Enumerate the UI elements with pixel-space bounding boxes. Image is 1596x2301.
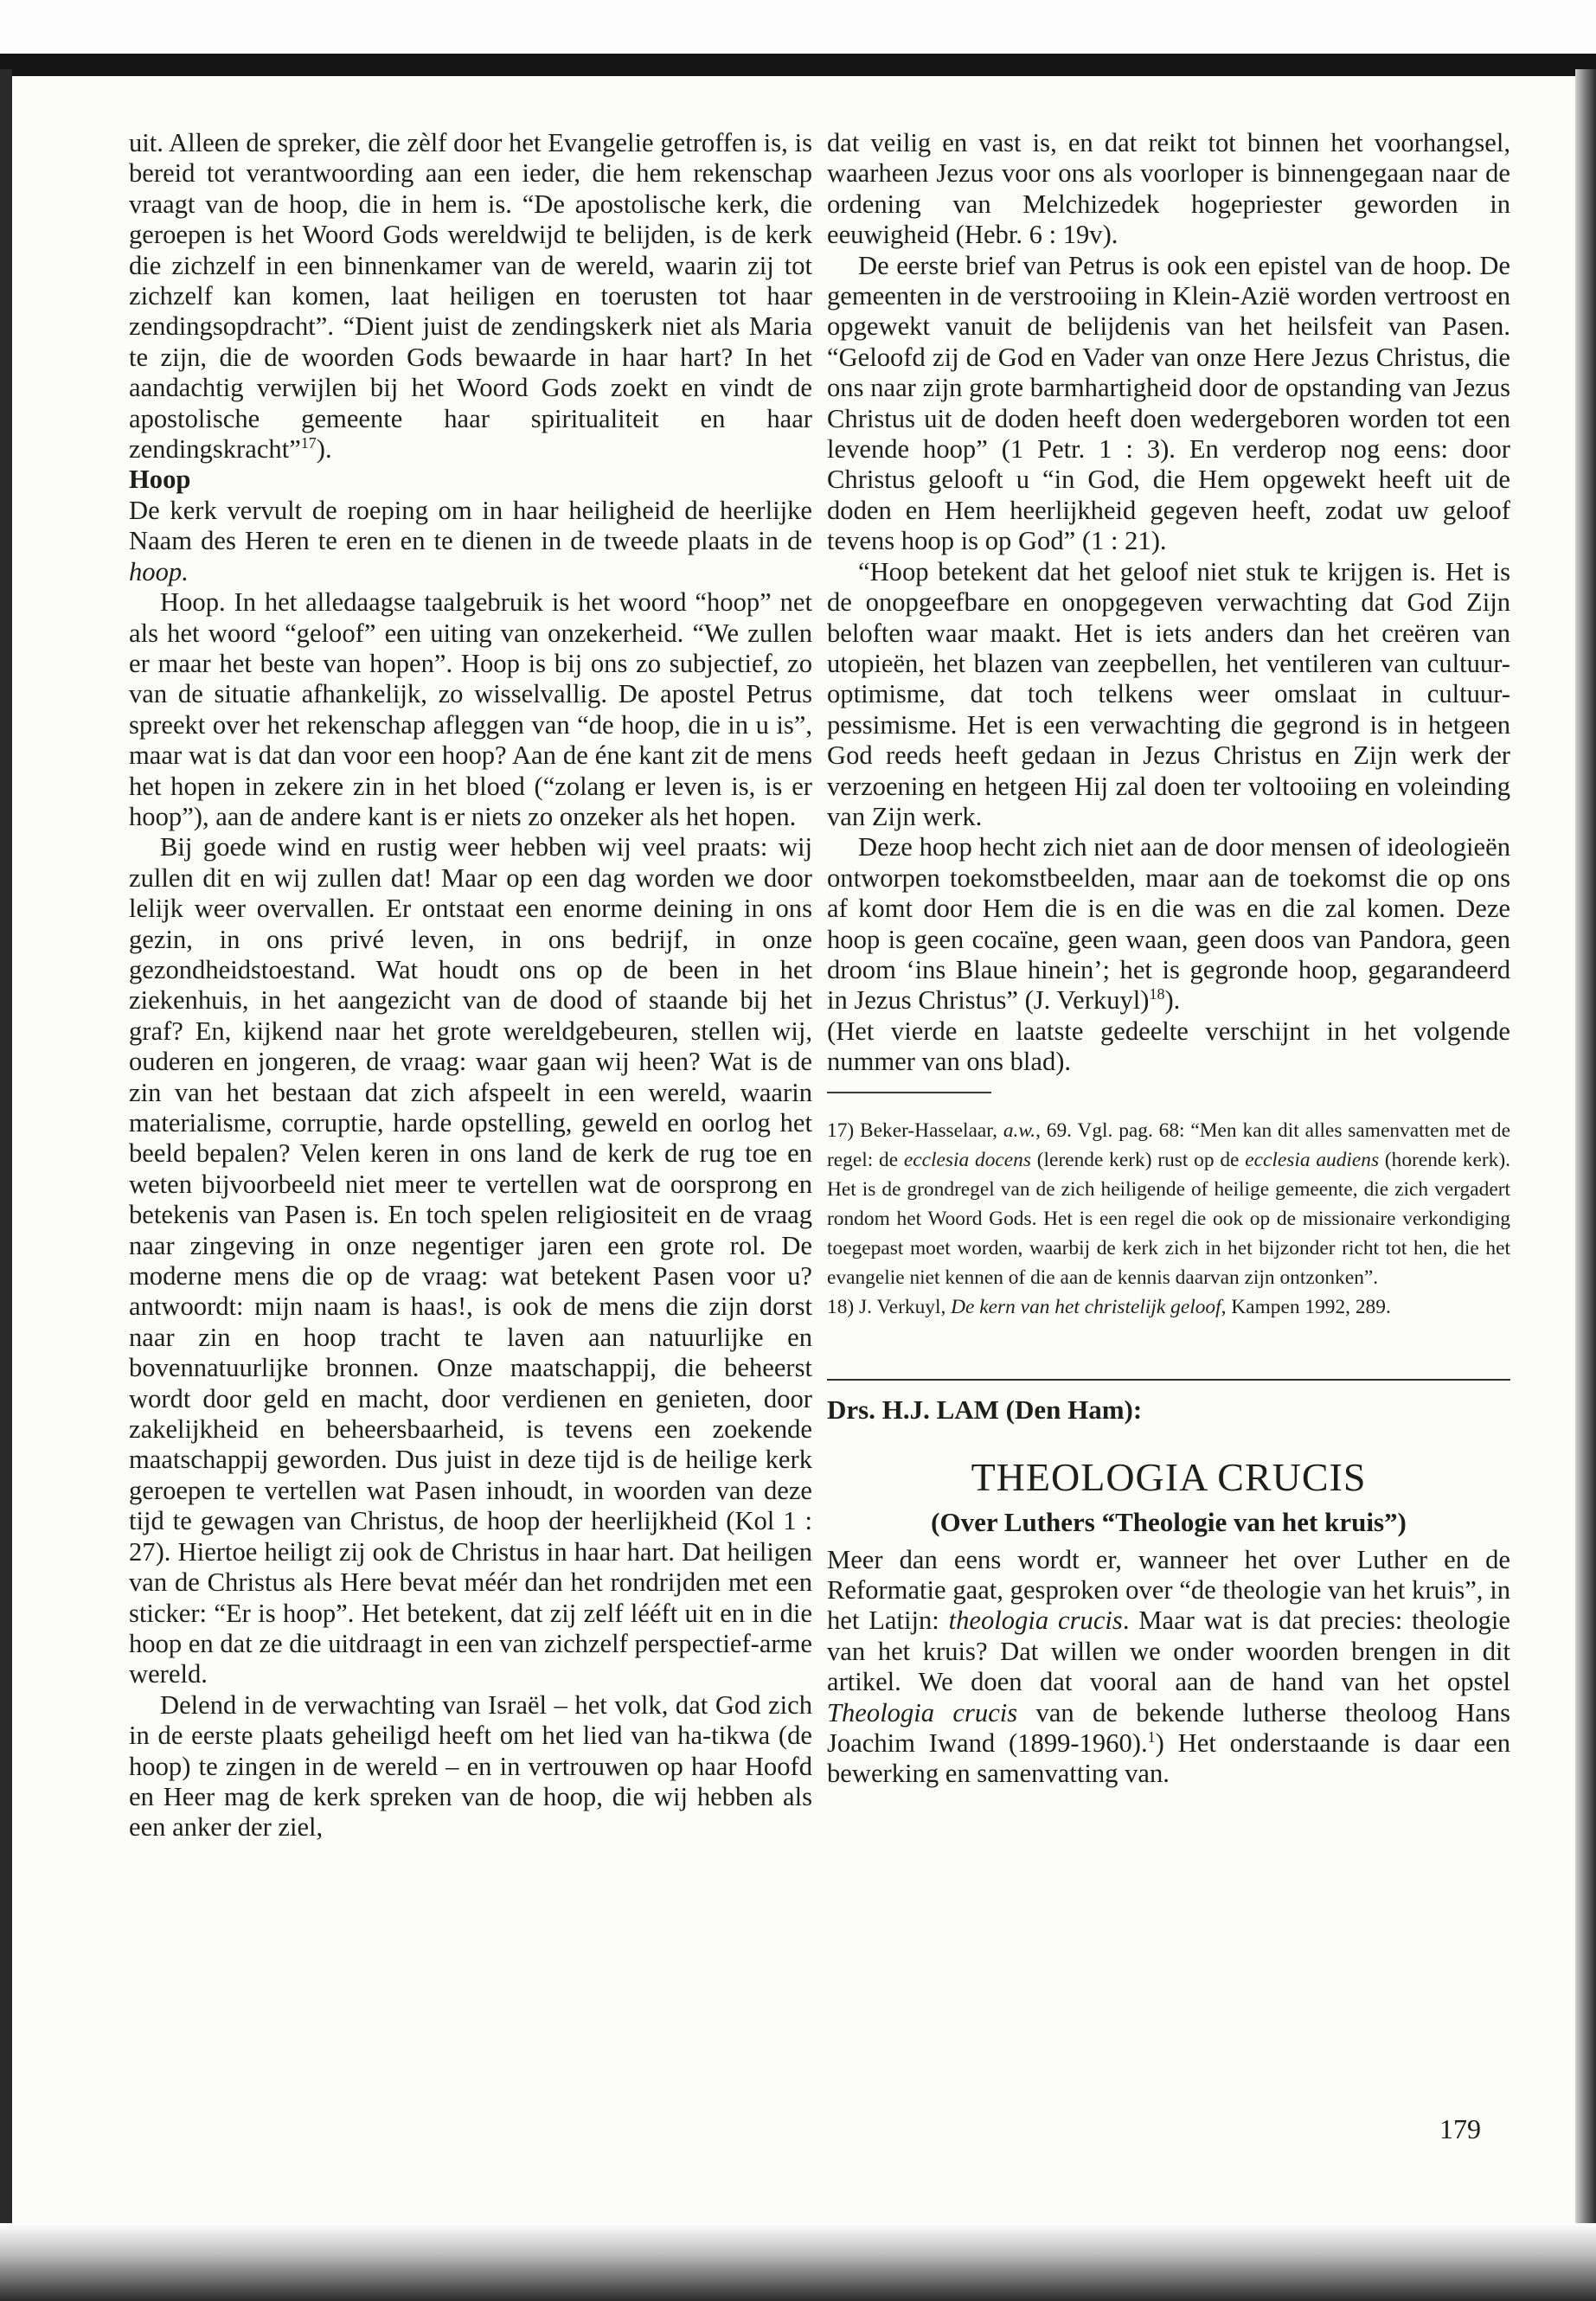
scan-top-shadow <box>0 54 1596 76</box>
section-heading-hoop: Hoop <box>129 465 191 495</box>
article-author: Drs. H.J. LAM (Den Ham): <box>827 1394 1143 1425</box>
paragraph: De eerste brief van Petrus is ook een epistel van de hoop. De gemeenten in de verstrooiing in Klein-Azië worden vertroost en opgewekt vanuit de belijdenis van het heilsfeit van Pasen. “Geloofd zij de God en Vader van onze Here Jezus Christus, die ons naar zijn grote barmhartigheid door de opstanding van Jezus Christus uit de doden heeft doen wedergeboren worden tot een levende hoop” (1 Petr. 1 : 3). En verderop nog eens: door Christus gelooft u “in God, die Hem opgewekt heeft uit de doden en Hem heerlijkheid gegeven heeft, zodat uw geloof tevens hoop is op God” (1 : 21). <box>827 250 1510 556</box>
scan-left-edge <box>0 69 12 2232</box>
paragraph: dat veilig en vast is, en dat reikt tot binnen het voorhangsel, waarheen Jezus voor ons als voorloper is binnengegaan naar de ordening van Melchizedek hogepriester geworden in eeuwigheid (Hebr. 6 : 19v). <box>827 128 1510 250</box>
paragraph: Hoop. In het alledaagse taalgebruik is het woord “hoop” net als het woord “geloof” een uiting van onzekerheid. “We zullen er maar het beste van hopen”. Hoop is bij ons zo subjectief, zo van de situatie afhankelijk, zo wisselvallig. De apostel Petrus spreekt over het rekenschap afleggen van “de hoop, die in u is”, maar wat is dat dan voor een hoop? Aan de éne kant zit de mens het hopen in zekere zin in het bloed (“zolang er leven is, is er hoop”), aan de andere kant is er niets zo onzeker als het hopen. <box>129 587 812 831</box>
footnotes <box>827 1116 1510 1322</box>
paragraph: “Hoop betekent dat het geloof niet stuk te krijgen is. Het is de onopgeefbare en onopgegeven verwachting dat God Zijn beloften waar maakt. Het is iets anders dan het creëren van utopieën, het blazen van zeepbellen, het ventileren van cultuur-optimisme, dat toch telkens weer omslaat in cultuur-pessimisme. Het is een verwachting die gegrond is in hetgeen God reeds heeft gedaan in Jezus Christus en Zijn werk der verzoening en hetgeen Hij zal doen ter voltooiing en voleinding van Zijn werk. <box>827 556 1510 831</box>
article-divider <box>827 1379 1510 1381</box>
footnote-ref[interactable]: 18 <box>1149 985 1165 1003</box>
left-column <box>129 128 812 1843</box>
page-number: 179 <box>1439 2113 1481 2144</box>
right-column <box>827 128 1510 1790</box>
scan-top-margin <box>0 0 1596 54</box>
paragraph: Delend in de verwachting van Israël – het volk, dat God zich in de eerste plaats geheiligd heeft om het lied van ha-tikwa (de hoop) te zingen in de wereld – en in vertrouwen op haar Hoofd en Heer mag de kerk spreken van de hoop, die wij hebben als een anker der ziel, <box>129 1689 812 1843</box>
footnote-divider <box>827 1092 991 1093</box>
footnote-ref[interactable]: 17 <box>300 434 317 452</box>
scan-bottom-edge <box>0 2223 1596 2301</box>
continuation-note: (Het vierde en laatste gedeelte verschijnt in het volgende nummer van ons blad). <box>827 1016 1510 1077</box>
article-title: THEOLOGIA CRUCIS <box>971 1454 1367 1499</box>
footnote-18: 18) J. Verkuyl, De kern van het christelijk geloof, Kampen 1992, 289. <box>827 1295 1391 1318</box>
article-subtitle: (Over Luthers “Theologie van het kruis”) <box>931 1506 1407 1537</box>
article-paragraph: Meer dan eens wordt er, wanneer het over Luther en de Reformatie gaat, gesproken over “de theologie van het kruis”, in het Latijn: theologia crucis. Maar wat is dat precies: theologie van het kruis? Dat willen we onder woorden brengen in dit artikel. We doen dat vooral aan de hand van het opstel Theologia crucis van de bekende lutherse theoloog Hans Joachim Iwand (1899-1960).$^1$) Het onderstaande is daar een bewerking en samenvatting van. <box>827 1544 1510 1789</box>
paragraph: Deze hoop hecht zich niet aan de door mensen of ideologieën ontworpen toekomstbeelden, maar aan de toekomst die op ons af komt door Hem die is en die was en die zal komen. Deze hoop is geen cocaïne, geen waan, geen doos van Pandora, geen droom ‘ins Blaue hinein’; het is gegronde hoop, gegarandeerd in Jezus Christus” (J. Verkuyl)$^{18}$). <box>827 832 1510 1016</box>
paragraph: uit. Alleen de spreker, die zèlf door het Evangelie getroffen is, is bereid tot verantwoording aan een ieder, die hem rekenschap vraagt van de hoop, die in hem is. “De apostolische kerk, die geroepen is het Woord Gods wereldwijd te belijden, is de kerk die zichzelf in een binnenkamer van de wereld, waarin zij tot zichzelf kan komen, laat heiligen en toerusten tot haar zendingsopdracht”. “Dient juist de zendingskerk niet als Maria te zijn, die de woorden Gods bewaarde in haar hart? In het aandachtig verwijlen bij het Woord Gods zoekt en vindt de apostolische gemeente haar spiritualiteit en haar zendingskracht”$^{17}$). <box>129 128 812 465</box>
paragraph: De kerk vervult de roeping om in haar heiligheid de heerlijke Naam des Heren te eren en te dienen in de tweede plaats in de hoop. <box>129 495 812 586</box>
book-page <box>12 76 1575 2223</box>
scan-right-edge <box>1575 69 1596 2232</box>
paragraph: Bij goede wind en rustig weer hebben wij veel praats: wij zullen dit en wij zullen dat! Maar op een dag worden we door lelijk weer overvallen. Er ontstaat een enorme deining in ons gezin, in ons privé leven, in ons bedrijf, in onze gezondheidstoestand. Wat houdt ons op de been in het ziekenhuis, in het aangezicht van de dood of staande bij het graf? En, kijkend naar het grote wereldgebeuren, stellen wij, ouderen en jongeren, de vraag: waar gaan wij heen? Wat is de zin van het bestaan dat zich afspeelt in een wereld, waarin materialisme, corruptie, harde opstelling, geweld en oorlog het beeld bepalen? Velen keren in ons land de kerk de rug toe en weten bijvoorbeeld niet meer te vertellen wat de oorsprong en betekenis van Pasen is. En toch spelen religiositeit en de vraag naar zingeving in onze negentiger jaren een grote rol. De moderne mens die op de vraag: wat betekent Pasen voor u? antwoordt: mijn naam is haas!, is ook de mens die zijn dorst naar zin en hoop tracht te laven aan natuurlijke en bovennatuurlijke bronnen. Onze maatschappij, die beheerst wordt door geld en macht, door verdienen en genieten, door zakelijkheid en beheersbaarheid, is tevens een zoekende maatschappij geworden. Dus juist in deze tijd is de heilige kerk geroepen te vertellen wat Pasen inhoudt, in woorden van deze tijd te gewagen van Christus, de hoop der heerlijkheid (Kol 1 : 27). Hiertoe heiligt zij ook de Christus in haar hart. Dat heiligen van de Christus als Here bevat méér dan het rondrijden met een sticker: “Er is hoop”. Het betekent, dat zij zelf lééft uit en in die hoop en dat ze die uitdraagt in een van zichzelf perspectief-arme wereld. <box>129 832 812 1689</box>
footnote-17: 17) Beker-Hasselaar, a.w., 69. Vgl. pag. 68: “Men kan dit alles samenvatten met de regel: de ecclesia docens (lerende kerk) rust op de ecclesia audiens (horende kerk). Het is de grondregel van de zich heiligende of heilige gemeente, die zich vergadert rondom het Woord Gods. Het is een regel die ook op de missionaire verkondiging toegepast moet worden, waarbij de kerk zich in het bijzonder richt tot hen, die het evangelie niet kennen of die aan de kennis daarvan zijn ontzonken”. <box>827 1118 1511 1289</box>
footnote-ref[interactable]: 1 <box>1147 1728 1156 1747</box>
